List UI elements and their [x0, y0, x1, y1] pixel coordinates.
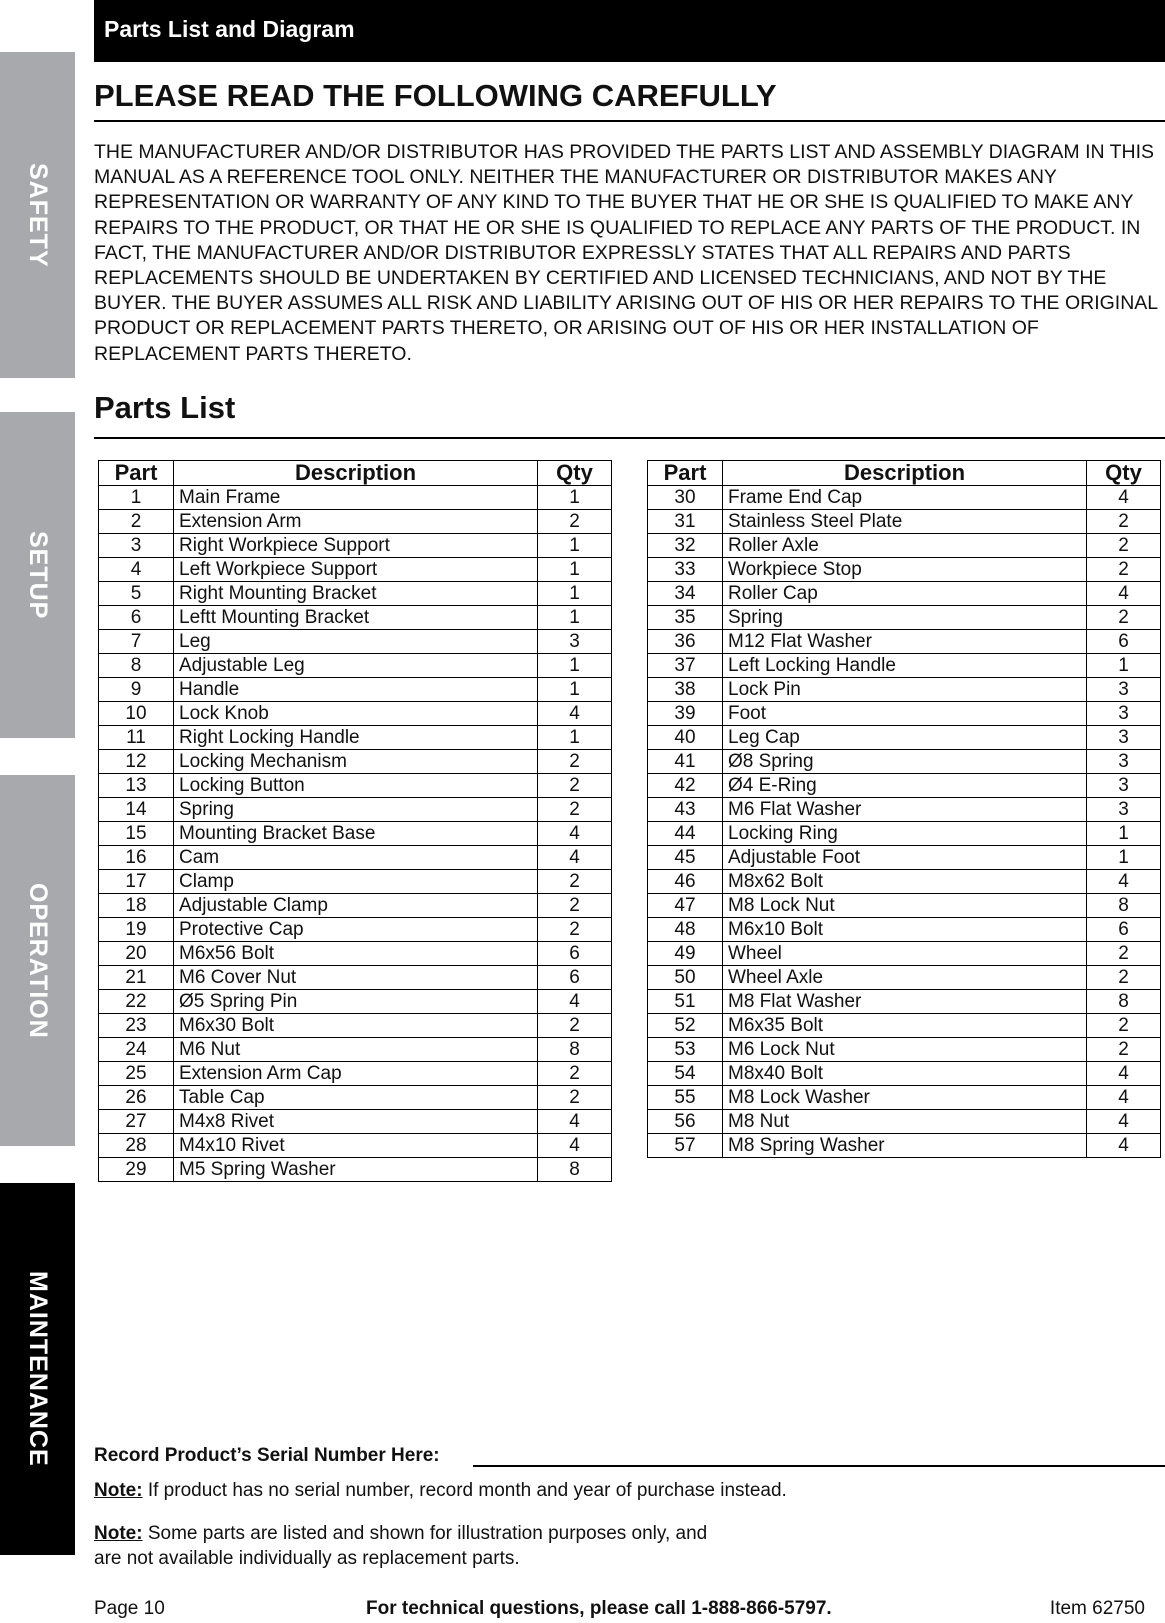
part-number-cell: 21	[99, 966, 174, 990]
part-description-cell: Right Locking Handle	[174, 726, 538, 750]
part-description-cell: M8x62 Bolt	[723, 870, 1087, 894]
parts-list-heading: Parts List	[94, 390, 236, 425]
part-qty-cell: 8	[1087, 990, 1161, 1014]
part-number-cell: 34	[648, 582, 723, 606]
table-row	[99, 846, 612, 870]
part-qty-cell: 2	[538, 1086, 612, 1110]
table-row	[99, 1014, 612, 1038]
table-row	[648, 1014, 1161, 1038]
side-tab-label: SAFETY	[24, 162, 52, 268]
part-description-cell: Ø8 Spring	[723, 750, 1087, 774]
part-number-cell: 31	[648, 510, 723, 534]
part-qty-cell: 1	[538, 606, 612, 630]
part-number-cell: 50	[648, 966, 723, 990]
table-row	[99, 990, 612, 1014]
part-number-cell: 52	[648, 1014, 723, 1038]
part-qty-cell: 2	[1087, 966, 1161, 990]
part-qty-cell: 4	[1087, 486, 1161, 510]
table-row	[648, 726, 1161, 750]
part-number-cell: 13	[99, 774, 174, 798]
table-row	[648, 822, 1161, 846]
part-description-cell: Stainless Steel Plate	[723, 510, 1087, 534]
part-description-cell: Leg Cap	[723, 726, 1087, 750]
table-row	[648, 990, 1161, 1014]
part-description-cell: Left Locking Handle	[723, 654, 1087, 678]
part-number-cell: 14	[99, 798, 174, 822]
part-qty-cell: 3	[1087, 798, 1161, 822]
table-row	[99, 894, 612, 918]
item-number: Item 62750	[1049, 1598, 1145, 1619]
part-description-cell: M6x30 Bolt	[174, 1014, 538, 1038]
part-description-cell: M6 Flat Washer	[723, 798, 1087, 822]
table-row	[648, 486, 1161, 510]
part-number-cell: 15	[99, 822, 174, 846]
part-qty-cell: 2	[538, 798, 612, 822]
part-qty-cell: 6	[538, 942, 612, 966]
part-qty-cell: 1	[1087, 846, 1161, 870]
part-number-cell: 54	[648, 1062, 723, 1086]
table-row	[648, 1110, 1161, 1134]
table-row	[99, 630, 612, 654]
part-number-cell: 40	[648, 726, 723, 750]
part-qty-cell: 6	[538, 966, 612, 990]
part-number-cell: 36	[648, 630, 723, 654]
part-description-cell: Leg	[174, 630, 538, 654]
part-number-cell: 28	[99, 1134, 174, 1158]
parts-table-right	[647, 460, 1161, 1158]
table-row	[99, 486, 612, 510]
part-number-cell: 17	[99, 870, 174, 894]
part-qty-cell: 3	[1087, 750, 1161, 774]
side-tab-label: SETUP	[24, 530, 52, 620]
part-description-cell: Right Workpiece Support	[174, 534, 538, 558]
table-row	[648, 606, 1161, 630]
table-row	[99, 1062, 612, 1086]
side-tab-setup[interactable]	[0, 412, 75, 738]
table-row	[99, 1158, 612, 1182]
table-row	[99, 1110, 612, 1134]
part-qty-cell: 4	[538, 1110, 612, 1134]
part-number-cell: 19	[99, 918, 174, 942]
part-number-cell: 30	[648, 486, 723, 510]
part-number-cell: 20	[99, 942, 174, 966]
section-title: Parts List and Diagram	[104, 16, 355, 42]
part-description-cell: M4x8 Rivet	[174, 1110, 538, 1134]
part-number-cell: 9	[99, 678, 174, 702]
part-qty-cell: 4	[1087, 582, 1161, 606]
part-number-cell: 26	[99, 1086, 174, 1110]
disclaimer-text: THE MANUFACTURER AND/OR DISTRIBUTOR HAS PROVIDED THE PARTS LIST AND ASSEMBLY DIAGRAM IN THIS MANUAL AS A REFERENCE TOOL ONLY. NEITHER THE MANUFACTURER OR DISTRIBUTOR MAKES ANY REPRESENTATION OR WARRANTY OF ANY KIND TO THE BUYER THAT HE OR SHE IS QUALIFIED TO MAKE ANY REPAIRS TO THE PRODUCT, OR THAT HE OR SHE IS QUALIFIED TO REPLACE ANY PARTS OF THE PRODUCT. IN FACT, THE MANUFACTURER AND/OR DISTRIBUTOR EXPRESSLY STATES THAT ALL REPAIRS AND PARTS REPLACEMENTS SHOULD BE UNDERTAKEN BY CERTIFIED AND LICENSED TECHNICIANS, AND NOT BY THE BUYER. THE BUYER ASSUMES ALL RISK AND LIABILITY ARISING OUT OF HIS OR HER REPAIRS TO THE ORIGINAL PRODUCT OR REPLACEMENT PARTS THERETO, OR ARISING OUT OF HIS OR HER INSTALLATION OF REPLACEMENT PARTS THERETO.	[94, 141, 1158, 365]
part-qty-cell: 1	[538, 678, 612, 702]
part-number-cell: 48	[648, 918, 723, 942]
side-tab-safety[interactable]	[0, 52, 75, 378]
table-row	[648, 558, 1161, 582]
part-qty-cell: 4	[1087, 1110, 1161, 1134]
part-number-cell: 35	[648, 606, 723, 630]
part-qty-cell: 2	[538, 870, 612, 894]
part-qty-cell: 4	[538, 702, 612, 726]
part-description-cell: Adjustable Leg	[174, 654, 538, 678]
part-qty-cell: 3	[1087, 774, 1161, 798]
part-description-cell: M8 Flat Washer	[723, 990, 1087, 1014]
part-description-cell: Left Workpiece Support	[174, 558, 538, 582]
part-number-cell: 25	[99, 1062, 174, 1086]
part-description-cell: M6x56 Bolt	[174, 942, 538, 966]
part-number-cell: 41	[648, 750, 723, 774]
side-tab-label: OPERATION	[24, 882, 52, 1039]
part-description-cell: Handle	[174, 678, 538, 702]
table-row	[99, 750, 612, 774]
part-description-cell: M5 Spring Washer	[174, 1158, 538, 1182]
part-description-cell: Adjustable Foot	[723, 846, 1087, 870]
note-label: Note:	[94, 1480, 143, 1501]
part-qty-cell: 1	[538, 534, 612, 558]
part-number-cell: 16	[99, 846, 174, 870]
part-qty-cell: 1	[538, 654, 612, 678]
part-qty-cell: 2	[538, 894, 612, 918]
part-description-cell: Locking Mechanism	[174, 750, 538, 774]
column-header-description: Description	[174, 461, 538, 486]
part-description-cell: Mounting Bracket Base	[174, 822, 538, 846]
column-header-qty: Qty	[538, 461, 612, 486]
part-number-cell: 29	[99, 1158, 174, 1182]
part-qty-cell: 2	[1087, 942, 1161, 966]
page-number: Page 10	[94, 1598, 165, 1619]
side-tab-operation[interactable]	[0, 775, 75, 1146]
part-number-cell: 22	[99, 990, 174, 1014]
table-row	[99, 822, 612, 846]
column-header-description: Description	[723, 461, 1087, 486]
part-number-cell: 32	[648, 534, 723, 558]
part-number-cell: 53	[648, 1038, 723, 1062]
table-header-row	[648, 461, 1161, 486]
part-number-cell: 55	[648, 1086, 723, 1110]
part-number-cell: 46	[648, 870, 723, 894]
part-number-cell: 37	[648, 654, 723, 678]
part-number-cell: 33	[648, 558, 723, 582]
serial-number-label: Record Product’s Serial Number Here:	[94, 1445, 440, 1466]
part-qty-cell: 2	[1087, 1014, 1161, 1038]
part-description-cell: Lock Knob	[174, 702, 538, 726]
column-header-qty: Qty	[1087, 461, 1161, 486]
table-row	[99, 870, 612, 894]
table-row	[99, 678, 612, 702]
note-parts	[94, 1521, 734, 1571]
table-row	[648, 1134, 1161, 1158]
table-row	[648, 534, 1161, 558]
part-number-cell: 49	[648, 942, 723, 966]
part-qty-cell: 6	[1087, 918, 1161, 942]
part-description-cell: Leftt Mounting Bracket	[174, 606, 538, 630]
part-description-cell: M6x35 Bolt	[723, 1014, 1087, 1038]
table-row	[648, 846, 1161, 870]
part-number-cell: 24	[99, 1038, 174, 1062]
part-qty-cell: 2	[1087, 510, 1161, 534]
table-row	[648, 630, 1161, 654]
part-description-cell: Roller Axle	[723, 534, 1087, 558]
table-row	[648, 1086, 1161, 1110]
side-tab-label: MAINTENANCE	[24, 1271, 52, 1467]
side-tab-maintenance[interactable]	[0, 1183, 75, 1555]
part-qty-cell: 1	[538, 486, 612, 510]
part-qty-cell: 2	[538, 750, 612, 774]
part-description-cell: M8x40 Bolt	[723, 1062, 1087, 1086]
table-row	[648, 966, 1161, 990]
part-qty-cell: 2	[1087, 606, 1161, 630]
table-row	[648, 1038, 1161, 1062]
part-number-cell: 1	[99, 486, 174, 510]
table-row	[99, 942, 612, 966]
part-number-cell: 42	[648, 774, 723, 798]
part-number-cell: 47	[648, 894, 723, 918]
table-row	[99, 606, 612, 630]
part-description-cell: Foot	[723, 702, 1087, 726]
technical-support-text: For technical questions, please call 1-888-866-5797.	[366, 1598, 832, 1619]
part-qty-cell: 4	[538, 990, 612, 1014]
part-description-cell: M8 Lock Nut	[723, 894, 1087, 918]
part-qty-cell: 4	[538, 846, 612, 870]
part-description-cell: M6x10 Bolt	[723, 918, 1087, 942]
table-row	[99, 1038, 612, 1062]
part-description-cell: M6 Lock Nut	[723, 1038, 1087, 1062]
part-qty-cell: 6	[1087, 630, 1161, 654]
part-qty-cell: 2	[538, 510, 612, 534]
part-description-cell: Locking Button	[174, 774, 538, 798]
note-label: Note:	[94, 1523, 143, 1544]
table-row	[99, 1086, 612, 1110]
part-number-cell: 57	[648, 1134, 723, 1158]
part-description-cell: Spring	[723, 606, 1087, 630]
part-description-cell: Extension Arm	[174, 510, 538, 534]
part-number-cell: 11	[99, 726, 174, 750]
part-qty-cell: 4	[1087, 1134, 1161, 1158]
part-description-cell: M6 Nut	[174, 1038, 538, 1062]
part-description-cell: M12 Flat Washer	[723, 630, 1087, 654]
part-description-cell: Extension Arm Cap	[174, 1062, 538, 1086]
part-description-cell: Lock Pin	[723, 678, 1087, 702]
part-description-cell: Wheel	[723, 942, 1087, 966]
part-qty-cell: 3	[538, 630, 612, 654]
part-description-cell: Adjustable Clamp	[174, 894, 538, 918]
part-qty-cell: 2	[538, 1062, 612, 1086]
part-number-cell: 12	[99, 750, 174, 774]
part-qty-cell: 2	[1087, 1038, 1161, 1062]
column-header-part: Part	[99, 461, 174, 486]
table-row	[99, 702, 612, 726]
part-number-cell: 3	[99, 534, 174, 558]
table-row	[99, 726, 612, 750]
part-qty-cell: 1	[538, 582, 612, 606]
part-qty-cell: 1	[1087, 654, 1161, 678]
part-qty-cell: 2	[1087, 558, 1161, 582]
divider	[94, 437, 1165, 439]
table-row	[99, 798, 612, 822]
part-number-cell: 6	[99, 606, 174, 630]
table-row	[99, 654, 612, 678]
part-number-cell: 5	[99, 582, 174, 606]
table-row	[99, 966, 612, 990]
serial-number-field[interactable]	[473, 1465, 1165, 1467]
part-number-cell: 39	[648, 702, 723, 726]
warning-heading: PLEASE READ THE FOLLOWING CAREFULLY	[94, 78, 777, 113]
part-description-cell: Workpiece Stop	[723, 558, 1087, 582]
table-row	[648, 750, 1161, 774]
part-description-cell: Wheel Axle	[723, 966, 1087, 990]
part-number-cell: 7	[99, 630, 174, 654]
table-row	[648, 702, 1161, 726]
part-qty-cell: 1	[538, 726, 612, 750]
part-description-cell: Clamp	[174, 870, 538, 894]
part-qty-cell: 4	[1087, 870, 1161, 894]
table-row	[648, 870, 1161, 894]
part-qty-cell: 1	[538, 558, 612, 582]
column-header-part: Part	[648, 461, 723, 486]
part-description-cell: Protective Cap	[174, 918, 538, 942]
table-row	[648, 1062, 1161, 1086]
table-row	[99, 918, 612, 942]
part-description-cell: Locking Ring	[723, 822, 1087, 846]
part-qty-cell: 8	[538, 1038, 612, 1062]
part-number-cell: 27	[99, 1110, 174, 1134]
table-row	[99, 510, 612, 534]
table-row	[648, 918, 1161, 942]
part-qty-cell: 4	[1087, 1062, 1161, 1086]
part-qty-cell: 3	[1087, 726, 1161, 750]
part-description-cell: M4x10 Rivet	[174, 1134, 538, 1158]
part-description-cell: M8 Spring Washer	[723, 1134, 1087, 1158]
part-number-cell: 18	[99, 894, 174, 918]
part-description-cell: Roller Cap	[723, 582, 1087, 606]
part-number-cell: 38	[648, 678, 723, 702]
part-number-cell: 43	[648, 798, 723, 822]
note-serial	[94, 1478, 994, 1503]
table-row	[99, 774, 612, 798]
section-header-bar	[94, 0, 1165, 62]
part-number-cell: 51	[648, 990, 723, 1014]
part-number-cell: 4	[99, 558, 174, 582]
part-qty-cell: 4	[538, 1134, 612, 1158]
part-number-cell: 2	[99, 510, 174, 534]
table-row	[648, 774, 1161, 798]
table-row	[648, 942, 1161, 966]
part-number-cell: 44	[648, 822, 723, 846]
part-description-cell: Cam	[174, 846, 538, 870]
table-row	[99, 1134, 612, 1158]
table-row	[99, 534, 612, 558]
note-text: If product has no serial number, record month and year of purchase instead.	[142, 1480, 787, 1501]
part-number-cell: 10	[99, 702, 174, 726]
part-description-cell: Ø5 Spring Pin	[174, 990, 538, 1014]
table-row	[648, 510, 1161, 534]
table-row	[648, 654, 1161, 678]
part-qty-cell: 4	[1087, 1086, 1161, 1110]
part-description-cell: Frame End Cap	[723, 486, 1087, 510]
part-description-cell: Spring	[174, 798, 538, 822]
part-qty-cell: 2	[1087, 534, 1161, 558]
part-qty-cell: 1	[1087, 822, 1161, 846]
part-number-cell: 56	[648, 1110, 723, 1134]
note-text: Some parts are listed and shown for illustration purposes only, and are not available individually as replacement parts.	[94, 1523, 708, 1569]
part-qty-cell: 2	[538, 918, 612, 942]
part-description-cell: M8 Lock Washer	[723, 1086, 1087, 1110]
part-qty-cell: 2	[538, 774, 612, 798]
part-number-cell: 23	[99, 1014, 174, 1038]
table-row	[648, 894, 1161, 918]
part-description-cell: Main Frame	[174, 486, 538, 510]
table-row	[99, 582, 612, 606]
parts-table-left	[98, 460, 612, 1182]
table-row	[648, 798, 1161, 822]
table-row	[648, 678, 1161, 702]
part-number-cell: 45	[648, 846, 723, 870]
table-row	[99, 558, 612, 582]
part-description-cell: Table Cap	[174, 1086, 538, 1110]
part-qty-cell: 2	[538, 1014, 612, 1038]
table-header-row	[99, 461, 612, 486]
part-description-cell: Ø4 E-Ring	[723, 774, 1087, 798]
part-description-cell: M6 Cover Nut	[174, 966, 538, 990]
part-qty-cell: 3	[1087, 702, 1161, 726]
part-description-cell: Right Mounting Bracket	[174, 582, 538, 606]
part-qty-cell: 3	[1087, 678, 1161, 702]
part-qty-cell: 4	[538, 822, 612, 846]
part-qty-cell: 8	[538, 1158, 612, 1182]
part-qty-cell: 8	[1087, 894, 1161, 918]
table-row	[648, 582, 1161, 606]
part-number-cell: 8	[99, 654, 174, 678]
part-description-cell: M8 Nut	[723, 1110, 1087, 1134]
divider	[94, 120, 1165, 122]
